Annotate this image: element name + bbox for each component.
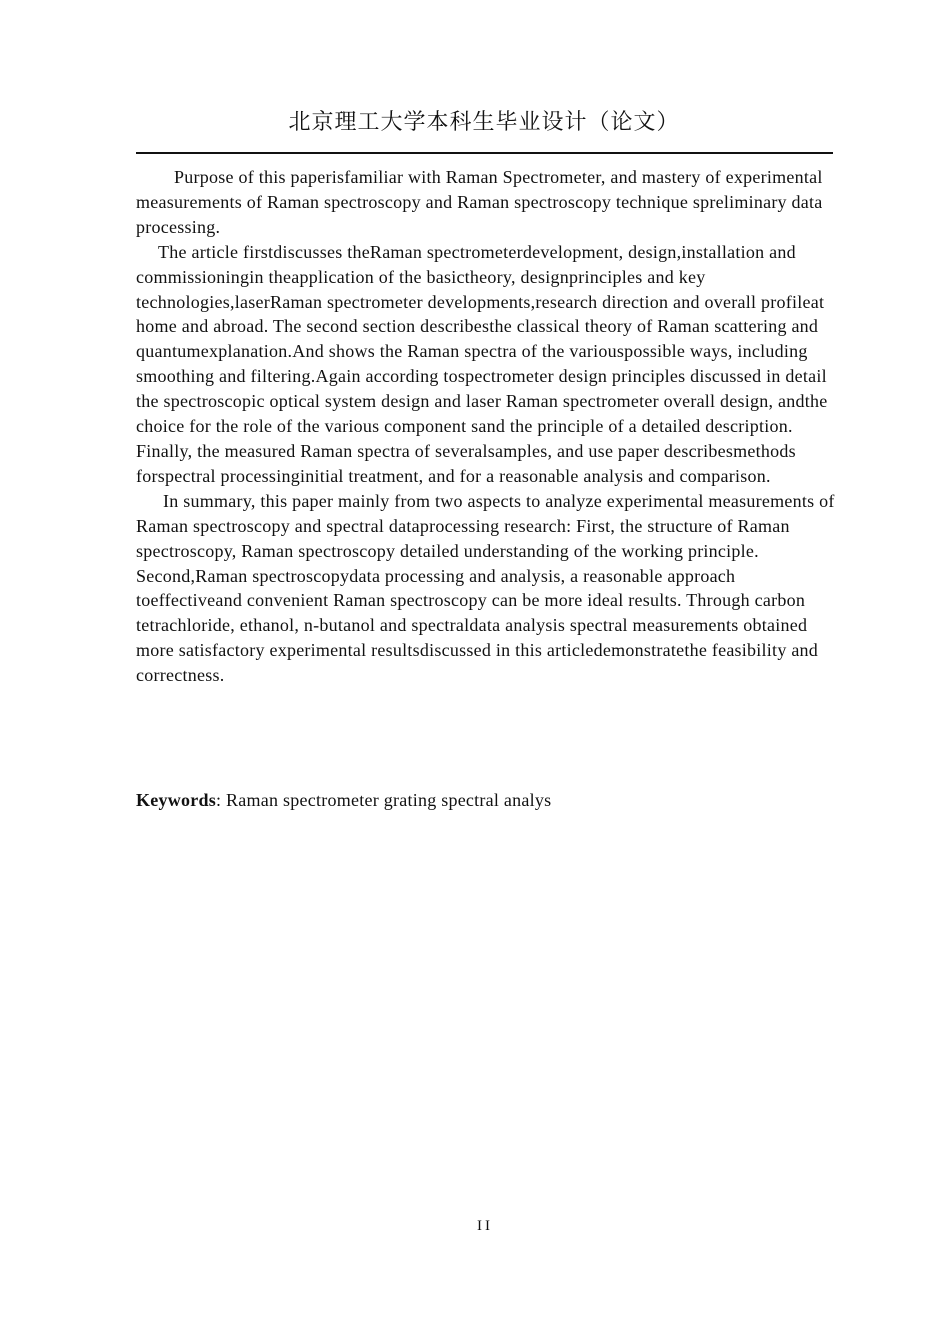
abstract-paragraph-2: The article firstdiscusses theRaman spectrometerdevelopment, design,installation and commissioningin theapplication of the basictheory, designprinciples and key technologies,laserRaman spectrometer developments,research direction and overall profileat home and abroad. The second section describesthe classical theory of Raman scattering and quantumexplanation.And shows the Raman spectra of the variouspossible ways, including smoothing and filtering.Again according tospectrometer design principles discussed in detail the spectroscopic optical system design and laser Raman spectrometer overall design, andthe choice for the role of the various component sand the principle of a detailed description. Finally, the measured Raman spectra of severalsamples, and use paper describesmethods forspectral processinginitial treatment, and for a reasonable analysis and comparison.: [136, 241, 828, 486]
keywords-text: Raman spectrometer grating spectral analys: [226, 790, 552, 810]
header-divider: [136, 152, 833, 154]
keywords-label: Keywords: [136, 790, 216, 810]
abstract-paragraph-3: In summary, this paper mainly from two aspects to analyze experimental measurements of Raman spectroscopy and spectral dataprocessing research: First, the structure of Raman spectroscopy, Raman spectroscopy detailed understanding of the working principle. Second,Raman spectroscopydata processing and analysis, a reasonable approach toeffectiveand convenient Raman spectroscopy can be more ideal results. Through carbon tetrachloride, ethanol, n-butanol and spectraldata analysis spectral measurements obtained more satisfactory experimental resultsdiscussed in this articledemonstratethe feasibility and correctness.: [136, 490, 835, 686]
keywords-line: [136, 788, 836, 813]
page-header-title: 北京理工大学本科生毕业设计（论文）: [288, 110, 680, 135]
keywords-separator: :: [216, 790, 227, 810]
abstract-body: [136, 165, 836, 688]
page-number: II: [477, 1218, 493, 1234]
abstract-paragraph-1: Purpose of this paperisfamiliar with Raman Spectrometer, and mastery of experimental measurements of Raman spectroscopy and Raman spectroscopy technique spreliminary data processing.: [136, 167, 823, 237]
